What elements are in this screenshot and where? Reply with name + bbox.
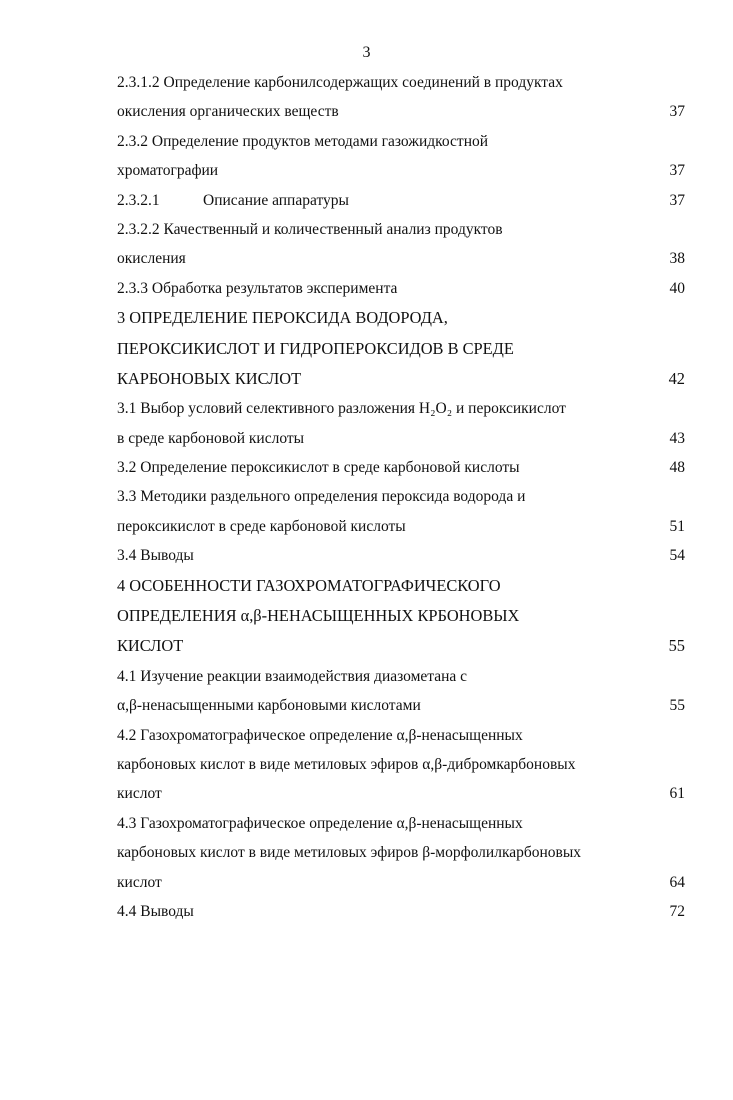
- toc-page-number: 51: [669, 517, 685, 535]
- toc-page-number: 37: [669, 191, 685, 209]
- toc-entry-number: 2.3.2.1: [117, 191, 160, 209]
- toc-page-number: 38: [669, 250, 685, 268]
- toc-page-number: 42: [668, 368, 685, 388]
- toc-line: 3.2 Определение пероксикислот в среде карбоновой кислоты 48: [117, 453, 685, 482]
- toc-line: [117, 186, 685, 215]
- toc-line: в среде карбоновой кислоты 43: [117, 424, 685, 453]
- toc-page-number: 61: [669, 785, 685, 803]
- toc-line: 2.3.1.2 Определение карбонилсодержащих соединений в продуктах: [117, 74, 563, 91]
- toc-line: α,β-ненасыщенными карбоновыми кислотами 55: [117, 691, 685, 720]
- toc-line: 4.2 Газохроматографическое определение α,β-ненасыщенных: [117, 726, 523, 744]
- toc-line: 4.1 Изучение реакции взаимодействия диазометана с: [117, 667, 468, 685]
- table-of-contents: [117, 68, 685, 926]
- toc-line: кислот 61: [117, 779, 685, 808]
- toc-line: окисления 38: [117, 244, 685, 273]
- toc-heading-line: 4 ОСОБЕННОСТИ ГАЗОХРОМАТОГРАФИЧЕСКОГО: [117, 575, 501, 595]
- toc-line: 3.4 Выводы 54: [117, 541, 685, 570]
- toc-page-number: 48: [669, 459, 685, 477]
- toc-line: пероксикислот в среде карбоновой кислоты 51: [117, 512, 685, 541]
- toc-line: кислот 64: [117, 868, 685, 897]
- toc-heading-line: ОПРЕДЕЛЕНИЯ α,β-НЕНАСЫЩЕННЫХ КРБОНОВЫХ: [117, 606, 520, 626]
- toc-page-number: 55: [668, 636, 685, 656]
- toc-page-number: 55: [669, 697, 685, 715]
- toc-line: 2.3.3 Обработка результатов эксперимента 40: [117, 274, 685, 303]
- toc-line: 4.3 Газохроматографическое определение α,β-ненасыщенных: [117, 814, 523, 832]
- toc-line: окисления органических веществ 37: [117, 97, 685, 126]
- toc-page-number: 54: [669, 547, 685, 565]
- toc-line: 4.4 Выводы 72: [117, 897, 685, 926]
- toc-entry-title: Описание аппаратуры: [203, 191, 349, 209]
- toc-line: хроматографии 37: [117, 156, 685, 185]
- toc-line: 3.3 Методики раздельного определения пероксида водорода и: [117, 488, 526, 506]
- toc-page-number: 37: [669, 103, 685, 121]
- toc-heading-line: КИСЛОТ 55: [117, 631, 685, 661]
- toc-heading-line: ПЕРОКСИКИСЛОТ И ГИДРОПЕРОКСИДОВ В СРЕДЕ: [117, 338, 514, 358]
- toc-line: карбоновых кислот в виде метиловых эфиров β-морфолилкарбоновых: [117, 844, 582, 862]
- page-number: 3: [362, 44, 371, 61]
- toc-page-number: 72: [669, 902, 685, 920]
- toc-heading-line: 3 ОПРЕДЕЛЕНИЕ ПЕРОКСИДА ВОДОРОДА,: [117, 308, 448, 328]
- toc-line: 3.1 Выбор условий селективного разложения H₂O₂ и пероксикислот: [117, 400, 566, 418]
- toc-page-number: 40: [669, 279, 685, 297]
- toc-page-number: 64: [669, 873, 685, 891]
- toc-line: 2.3.2 Определение продуктов методами газожидкостной: [117, 132, 489, 150]
- toc-line: 2.3.2.2 Качественный и количественный анализ продуктов: [117, 220, 503, 238]
- toc-heading-line: КАРБОНОВЫХ КИСЛОТ 42: [117, 364, 685, 394]
- toc-page-number: 37: [669, 162, 685, 180]
- toc-page-number: 43: [669, 429, 685, 447]
- toc-line: карбоновых кислот в виде метиловых эфиров α,β-дибромкарбоновых: [117, 755, 576, 773]
